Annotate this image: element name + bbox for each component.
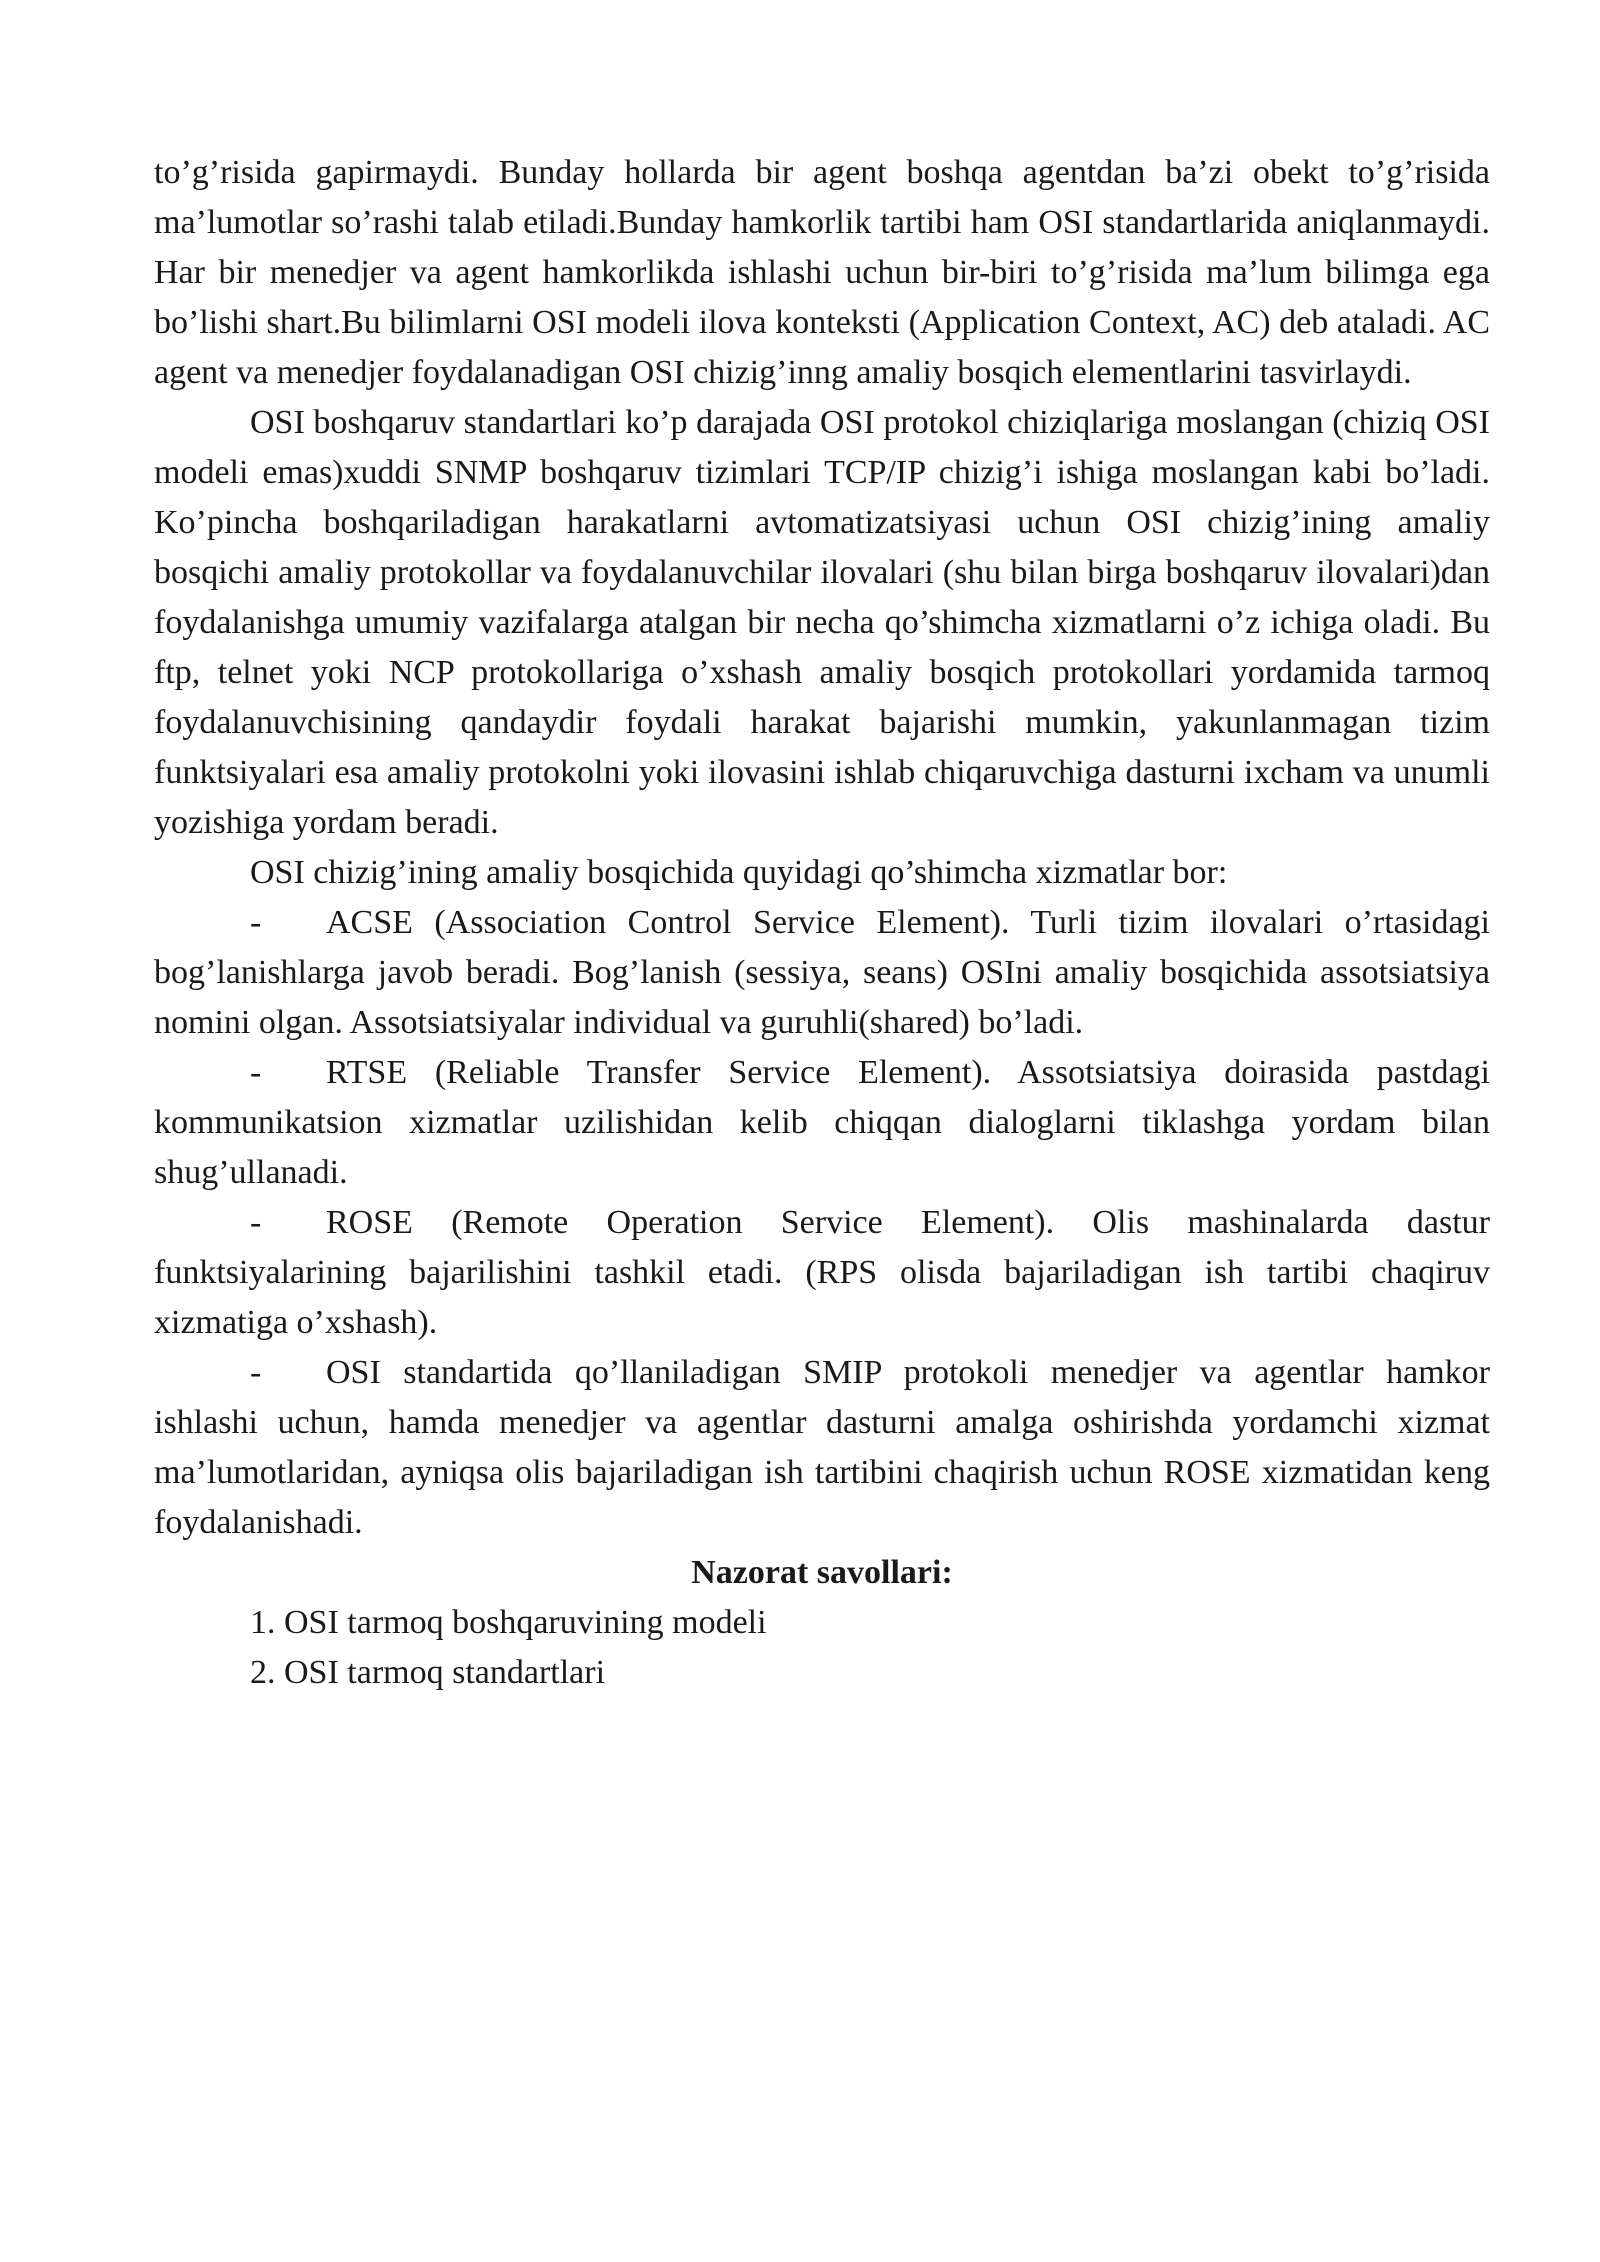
bullet-marker: - <box>250 904 262 941</box>
bullet-text: ROSE (Remote Operation Service Element). Olis mashinalarda dastur funktsiyalarining bajarilishini tashkil etadi. (RPS olisda bajariladigan ish tartibi chaqiruv xizmatiga o’xshash). <box>154 1204 1490 1341</box>
bullet-rose <box>154 1198 1490 1348</box>
bullet-acse <box>154 898 1490 1048</box>
bullet-marker: - <box>250 1054 262 1091</box>
question-item: 2. OSI tarmoq standartlari <box>250 1654 606 1691</box>
bullet-text: ACSE (Association Control Service Element). Turli tizim ilovalari o’rtasidagi bog’lanishlarga javob beradi. Bog’lanish (sessiya, seans) OSIni amaliy bosqichida assotsiatsiya nomini olgan. Assotsiatsiyalar individual va guruhli(shared) bo’ladi. <box>154 904 1490 1041</box>
bullet-rtse <box>154 1048 1490 1198</box>
paragraph-continuation: to’g’risida gapirmaydi. Bunday hollarda bir agent boshqa agentdan ba’zi obekt to’g’risida ma’lumotlar so’rashi talab etiladi.Bunday hamkorlik tartibi ham OSI standartlarida aniqlanmaydi. Har bir menedjer va agent hamkorlikda ishlashi uchun bir-biri to’g’risida ma’lum bilimga ega bo’lishi shart.Bu bilimlarni OSI modeli ilova konteksti (Application Context, AC) deb ataladi. AC agent va menedjer foydalanadigan OSI chizig’inng amaliy bosqich elementlarini tasvirlaydi. <box>154 154 1490 391</box>
paragraph-services-intro: OSI chizig’ining amaliy bosqichida quyidagi qo’shimcha xizmatlar bor: <box>250 854 1228 891</box>
bullet-marker: - <box>250 1204 262 1241</box>
bullet-smip <box>154 1348 1490 1548</box>
paragraph-osi-standards: OSI boshqaruv standartlari ko’p darajada OSI protokol chiziqlariga moslangan (chiziq OSI modeli emas)xuddi SNMP boshqaruv tizimlari TCP/IP chizig’i ishiga moslangan kabi bo’ladi. Ko’pincha boshqariladigan harakatlarni avtomatizatsiyasi uchun OSI chizig’ining amaliy bosqichi amaliy protokollar va foydalanuvchilar ilovalari (shu bilan birga boshqaruv ilovalari)dan foydalanishga umumiy vazifalarga atalgan bir necha qo’shimcha xizmatlarni o’z ichiga oladi. Bu ftp, telnet yoki NCP protokollariga o’xshash amaliy bosqich protokollari yordamida tarmoq foydalanuvchisining qandaydir foydali harakat bajarishi mumkin, yakunlanmagan tizim funktsiyalari esa amaliy protokolni yoki ilovasini ishlab chiqaruvchiga dasturni ixcham va unumli yozishiga yordam beradi. <box>154 404 1490 841</box>
questions-heading: Nazorat savollari: <box>691 1554 953 1591</box>
bullet-text: RTSE (Reliable Transfer Service Element). Assotsiatsiya doirasida pastdagi kommunikatsion xizmatlar uzilishidan kelib chiqqan dialoglarni tiklashga yordam bilan shug’ullanadi. <box>154 1054 1490 1191</box>
bullet-marker: - <box>250 1354 262 1391</box>
document-page <box>154 148 1490 1698</box>
question-item: 1. OSI tarmoq boshqaruvining modeli <box>250 1604 767 1641</box>
bullet-text: OSI standartida qo’llaniladigan SMIP protokoli menedjer va agentlar hamkor ishlashi uchun, hamda menedjer va agentlar dasturni amalga oshirishda yordamchi xizmat ma’lumotlaridan, ayniqsa olis bajariladigan ish tartibini chaqirish uchun ROSE xizmatidan keng foydalanishadi. <box>154 1354 1490 1541</box>
